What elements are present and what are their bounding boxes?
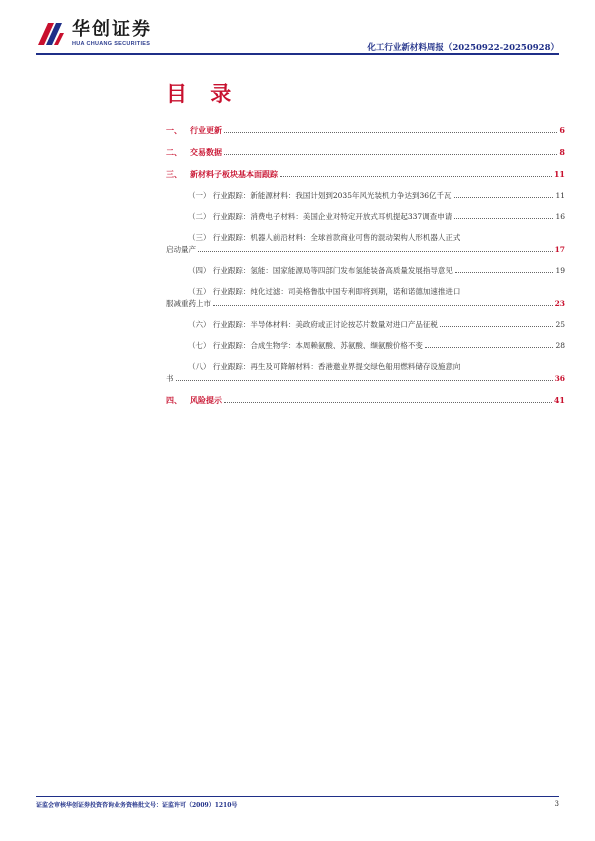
toc-section-number: 一、 [166, 125, 182, 135]
toc-section-3[interactable] [166, 168, 565, 180]
toc-leader [454, 218, 553, 219]
toc-leader [425, 347, 554, 348]
report-title: 化工行业新材料周报（20250922-20250928） [367, 43, 559, 53]
toc-section-title: 交易数据 [190, 147, 222, 157]
toc-page-number: 28 [555, 341, 565, 350]
toc-section-number: 三、 [166, 169, 182, 179]
toc-subsection-title-continued: 书 [166, 374, 174, 383]
toc-subsection-1[interactable] [166, 190, 565, 202]
toc-leader [198, 251, 553, 252]
toc-subsection-8[interactable] [166, 361, 565, 385]
toc-subsection-title: （二） 行业跟踪：消费电子材料：美国企业对特定开放式耳机提起337调查申请 [188, 212, 453, 221]
footer-divider [36, 796, 559, 797]
toc-page-number: 17 [554, 245, 565, 254]
footer-license-note: 证监会审核华创证券投资咨询业务资格批文号：证监许可（2009）1210号 [36, 802, 238, 809]
toc-leader [280, 176, 552, 177]
toc-leader [454, 197, 554, 198]
logo-chinese: 华创证券 [72, 19, 152, 40]
toc-section-4[interactable] [166, 394, 565, 406]
toc-leader [440, 326, 554, 327]
toc-section-title: 行业更新 [190, 125, 222, 135]
toc-subsection-7[interactable] [166, 340, 565, 352]
toc-subsection-title-continued: 服减重药上市 [166, 299, 211, 308]
toc-page-number: 16 [555, 212, 565, 221]
toc-leader [176, 380, 553, 381]
toc-section-number: 四、 [166, 395, 182, 405]
toc-page-number: 11 [555, 191, 565, 200]
toc-subsection-title: （三） 行业跟踪：机器人前沿材料：全球首款商业可售的混动架构人形机器人正式 [188, 233, 461, 242]
header-divider [36, 53, 559, 55]
toc-subsection-2[interactable] [166, 211, 565, 223]
toc-page-number: 8 [559, 147, 565, 157]
toc-leader [224, 132, 557, 133]
toc-subsection-title: （七） 行业跟踪：合成生物学：本周赖氨酸、苏氨酸、缬氨酸价格不变 [188, 341, 423, 350]
toc-page-number: 41 [553, 395, 565, 405]
toc-page-number: 25 [555, 320, 565, 329]
toc-page-number: 23 [554, 299, 565, 308]
toc-page-number: 19 [555, 266, 565, 275]
toc-subsection-title: （五） 行业跟踪：纯化过滤：司美格鲁肽中国专利即将到期，诺和诺德加速推进口 [188, 287, 461, 296]
toc-section-title: 风险提示 [190, 395, 222, 405]
toc-subsection-title: （八） 行业跟踪：再生及可降解材料：香港邀业界提交绿色船用燃料储存设施意向 [188, 362, 461, 371]
toc-subsection-4[interactable] [166, 265, 565, 277]
logo-mark-icon [36, 21, 66, 47]
toc-title: 目 录 [166, 81, 240, 106]
toc-page-number: 6 [559, 125, 565, 135]
toc-leader [455, 272, 554, 273]
page-header [0, 0, 595, 60]
toc-section-1[interactable] [166, 124, 565, 136]
toc-subsection-3[interactable] [166, 232, 565, 256]
toc-subsection-6[interactable] [166, 319, 565, 331]
toc-page-number: 11 [553, 169, 565, 179]
table-of-contents [166, 124, 565, 416]
toc-leader [224, 154, 557, 155]
toc-subsection-5[interactable] [166, 286, 565, 310]
toc-page-number: 36 [554, 374, 565, 383]
logo-english: HUA CHUANG SECURITIES [72, 41, 151, 47]
toc-leader [224, 402, 552, 403]
toc-section-number: 二、 [166, 147, 182, 157]
company-logo [36, 20, 152, 48]
toc-subsection-title: （一） 行业跟踪：新能源材料：我国计划到2035年风光装机力争达到36亿千瓦 [188, 191, 452, 200]
toc-subsection-title-continued: 启动量产 [166, 245, 196, 254]
toc-section-2[interactable] [166, 146, 565, 158]
toc-subsection-title: （六） 行业跟踪：半导体材料：美政府或正讨论按芯片数量对进口产品征税 [188, 320, 438, 329]
toc-subsection-title: （四） 行业跟踪：氢能：国家能源局等四部门发布氢能装备高质量发展指导意见 [188, 266, 453, 275]
toc-section-title: 新材料子板块基本面跟踪 [190, 169, 278, 179]
page-number: 3 [554, 800, 559, 808]
toc-leader [213, 305, 553, 306]
